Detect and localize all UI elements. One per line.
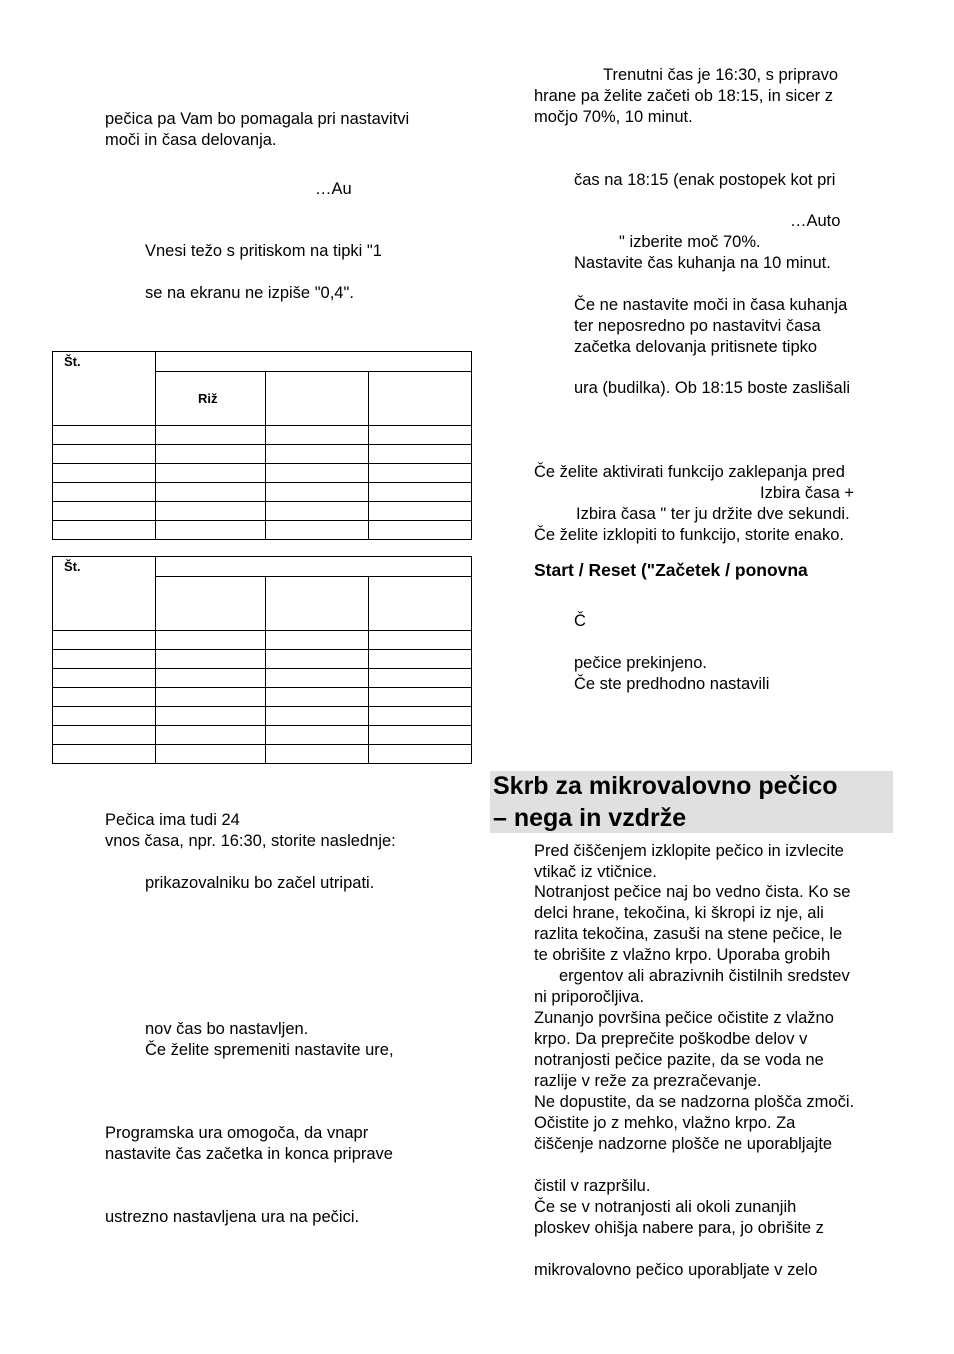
table-cell bbox=[369, 726, 472, 745]
text-line: se na ekranu ne izpiše "0,4". bbox=[145, 284, 354, 302]
text-line: Notranjost pečice naj bo vedno čista. Ko se bbox=[534, 883, 851, 901]
text-line: Ne dopustite, da se nadzorna plošča zmoči. bbox=[534, 1093, 855, 1111]
table-cell bbox=[156, 631, 266, 650]
text-line: ustrezno nastavljena ura na pečici. bbox=[105, 1208, 360, 1226]
table-cell bbox=[53, 464, 156, 483]
text-line: ergentov ali abrazivnih čistilnih sredstev bbox=[559, 967, 850, 985]
table-cell bbox=[369, 631, 472, 650]
table-cell bbox=[266, 577, 369, 631]
table-cell bbox=[369, 688, 472, 707]
table-cell bbox=[369, 445, 472, 464]
table-header-cell: Št. bbox=[53, 557, 156, 631]
table-cell bbox=[266, 426, 369, 445]
text-line: pečice prekinjeno. bbox=[574, 654, 707, 672]
text-line: Izbira časa + bbox=[760, 484, 855, 502]
text-line: močjo 70%, 10 minut. bbox=[534, 108, 693, 126]
text-line: Nastavite čas kuhanja na 10 minut. bbox=[574, 254, 831, 272]
text-line: delci hrane, tekočina, ki škropi iz nje, ali bbox=[534, 904, 824, 922]
text-line: ni priporočljiva. bbox=[534, 988, 645, 1006]
table-header-cell: Št. bbox=[53, 352, 156, 426]
text-line: pečica pa Vam bo pomagala pri nastavitvi bbox=[105, 110, 410, 128]
text-line: vtikač iz vtičnice. bbox=[534, 863, 657, 881]
table-cell bbox=[53, 669, 156, 688]
table-cell bbox=[266, 445, 369, 464]
table-cell bbox=[266, 521, 369, 540]
table-cell bbox=[266, 372, 369, 426]
table-cell bbox=[266, 669, 369, 688]
table-cell bbox=[53, 426, 156, 445]
text-line: notranjosti pečice pazite, da se voda ne bbox=[534, 1051, 824, 1069]
text-line: Če ste predhodno nastavili bbox=[574, 675, 770, 693]
table-cell bbox=[156, 521, 266, 540]
table-cell bbox=[53, 502, 156, 521]
table-cell bbox=[156, 707, 266, 726]
table-cell bbox=[156, 577, 266, 631]
text-line: Izbira časa " ter ju držite dve sekundi. bbox=[576, 505, 850, 523]
text-line: hrane pa želite začeti ob 18:15, in sicer z bbox=[534, 87, 834, 105]
table-cell bbox=[369, 502, 472, 521]
text-line: razlije v reže za prezračevanje. bbox=[534, 1072, 762, 1090]
text-line: ura (budilka). Ob 18:15 boste zaslišali bbox=[574, 379, 851, 397]
table-cell bbox=[266, 502, 369, 521]
text-line: nastavite čas začetka in konca priprave bbox=[105, 1145, 393, 1163]
table-cell bbox=[156, 352, 472, 372]
program-table-2 bbox=[52, 556, 472, 764]
table-cell bbox=[369, 483, 472, 502]
text-line: Če želite izklopiti to funkcijo, storite enako. bbox=[534, 526, 844, 544]
table-cell bbox=[53, 726, 156, 745]
table-cell bbox=[53, 521, 156, 540]
text-line: ter neposredno po nastavitvi časa bbox=[574, 317, 821, 335]
table-cell bbox=[156, 502, 266, 521]
text-line: nov čas bo nastavljen. bbox=[145, 1020, 309, 1038]
table-cell bbox=[369, 372, 472, 426]
table-sub-header: Riž bbox=[156, 372, 266, 426]
text-line: Če ne nastavite moči in časa kuhanja bbox=[574, 296, 848, 314]
table-cell bbox=[156, 426, 266, 445]
table-cell bbox=[266, 745, 369, 764]
table-cell bbox=[266, 483, 369, 502]
subheading: Start / Reset ("Začetek / ponovna bbox=[534, 560, 808, 580]
text-line: " izberite moč 70%. bbox=[619, 233, 761, 251]
text-line: čas na 18:15 (enak postopek kot pri bbox=[574, 171, 836, 189]
table-cell bbox=[156, 745, 266, 764]
table-cell bbox=[369, 650, 472, 669]
table-cell bbox=[266, 631, 369, 650]
text-line: Č bbox=[574, 612, 586, 630]
text-line: …Au bbox=[315, 180, 352, 198]
table-cell bbox=[369, 707, 472, 726]
text-line: razlita tekočina, zasuši na stene pečice, le bbox=[534, 925, 843, 943]
text-line: čistil v razpršilu. bbox=[534, 1177, 651, 1195]
text-line: Če se v notranjosti ali okoli zunanjih bbox=[534, 1198, 797, 1216]
table-cell bbox=[369, 521, 472, 540]
text-line: Pečica ima tudi 24 bbox=[105, 811, 240, 829]
table-cell bbox=[53, 445, 156, 464]
table-cell bbox=[156, 688, 266, 707]
section-title: – nega in vzdrže bbox=[493, 804, 687, 832]
text-line: Vnesi težo s pritiskom na tipki "1 bbox=[145, 242, 382, 260]
table-cell bbox=[156, 557, 472, 577]
table-cell bbox=[156, 464, 266, 483]
text-line: Programska ura omogoča, da vnapr bbox=[105, 1124, 369, 1142]
table-cell bbox=[266, 726, 369, 745]
table-cell bbox=[53, 745, 156, 764]
section-title: Skrb za mikrovalovno pečico bbox=[493, 772, 838, 800]
table-cell bbox=[369, 464, 472, 483]
table-cell bbox=[53, 483, 156, 502]
table-cell bbox=[369, 745, 472, 764]
table-cell bbox=[266, 688, 369, 707]
text-line: …Auto bbox=[790, 212, 841, 230]
table-cell bbox=[53, 688, 156, 707]
table-cell bbox=[369, 577, 472, 631]
text-line: te obrišite z vlažno krpo. Uporaba grobih bbox=[534, 946, 831, 964]
table-cell bbox=[266, 650, 369, 669]
text-line: Pred čiščenjem izklopite pečico in izvlecite bbox=[534, 842, 844, 860]
text-line: Trenutni čas je 16:30, s pripravo bbox=[603, 66, 839, 84]
text-line: vnos časa, npr. 16:30, storite naslednje: bbox=[105, 832, 396, 850]
table-cell bbox=[156, 669, 266, 688]
table-cell bbox=[266, 707, 369, 726]
table-cell bbox=[156, 483, 266, 502]
text-line: moči in časa delovanja. bbox=[105, 131, 277, 149]
table-cell bbox=[53, 650, 156, 669]
text-line: mikrovalovno pečico uporabljate v zelo bbox=[534, 1261, 818, 1279]
table-cell bbox=[369, 669, 472, 688]
text-line: začetka delovanja pritisnete tipko bbox=[574, 338, 818, 356]
text-line: čiščenje nadzorne plošče ne uporabljajte bbox=[534, 1135, 833, 1153]
program-table-1 bbox=[52, 351, 472, 540]
table-cell bbox=[156, 650, 266, 669]
table-cell bbox=[53, 631, 156, 650]
text-line: Zunanjo površina pečice očistite z vlažno bbox=[534, 1009, 834, 1027]
text-line: Če želite spremeniti nastavite ure, bbox=[145, 1041, 394, 1059]
table-cell bbox=[156, 726, 266, 745]
table-cell bbox=[156, 445, 266, 464]
text-line: ploskev ohišja nabere para, jo obrišite z bbox=[534, 1219, 824, 1237]
text-line: Očistite jo z mehko, vlažno krpo. Za bbox=[534, 1114, 796, 1132]
text-line: prikazovalniku bo začel utripati. bbox=[145, 874, 375, 892]
text-line: krpo. Da preprečite poškodbe delov v bbox=[534, 1030, 808, 1048]
table-cell bbox=[53, 707, 156, 726]
table-cell bbox=[369, 426, 472, 445]
text-line: Če želite aktivirati funkcijo zaklepanja pred bbox=[534, 463, 845, 481]
table-cell bbox=[266, 464, 369, 483]
